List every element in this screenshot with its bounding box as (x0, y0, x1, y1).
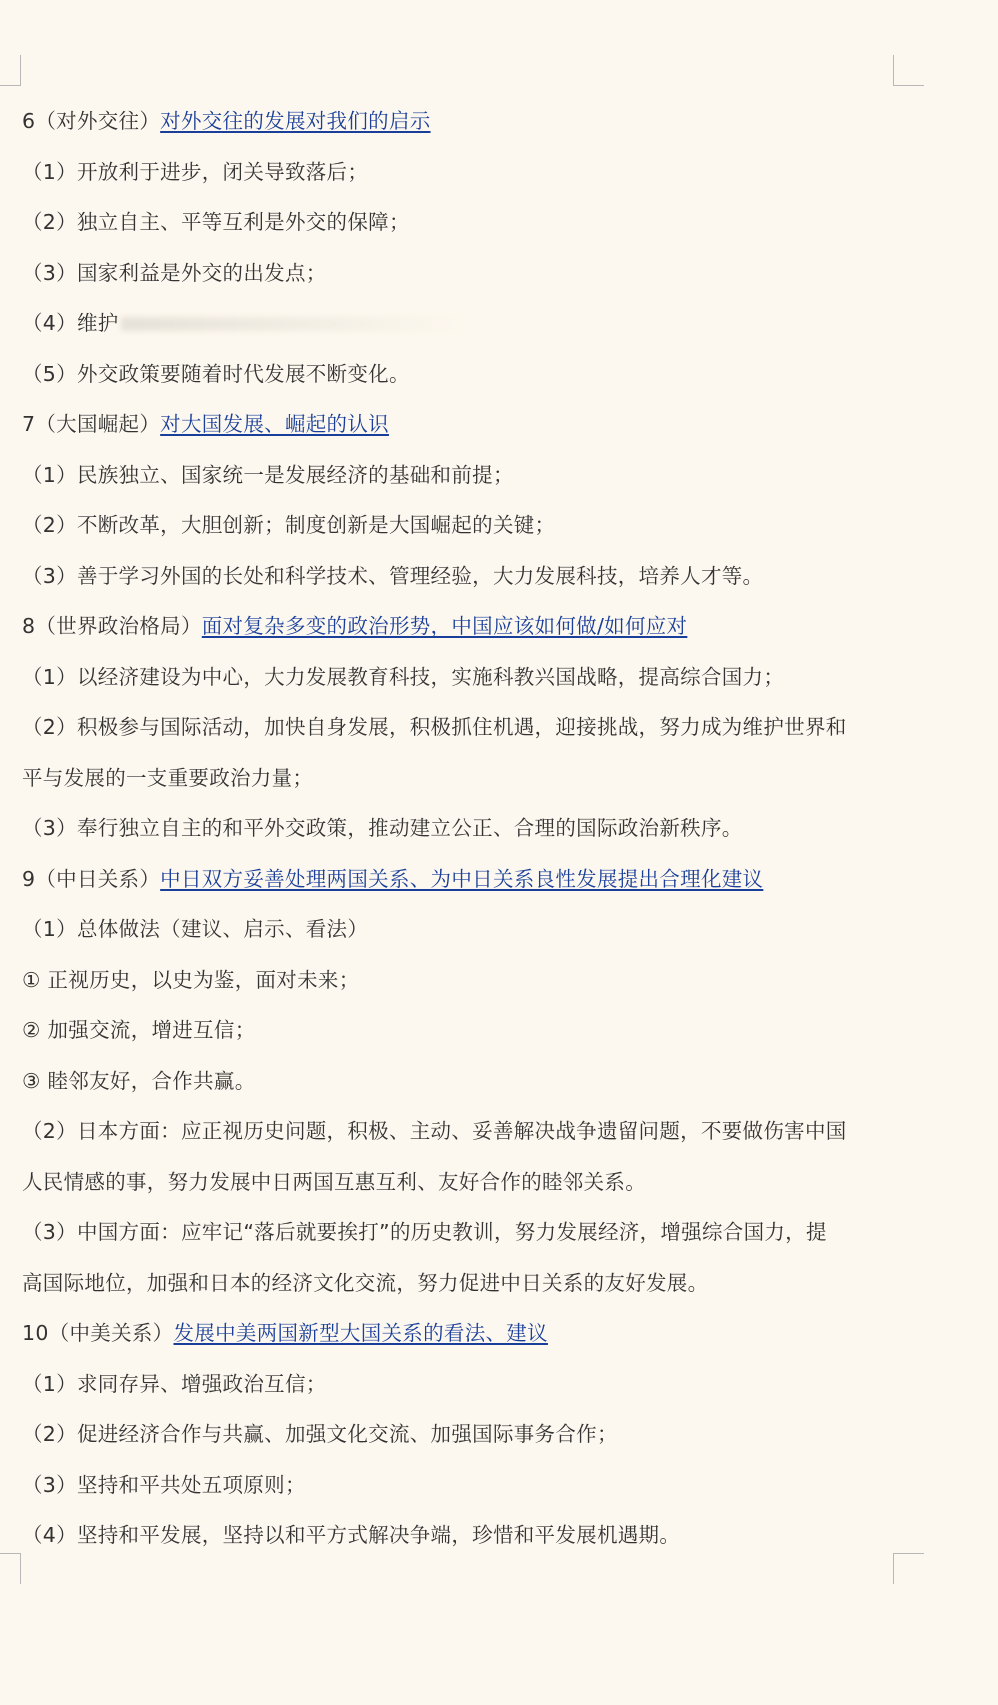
list-item: （1）总体做法（建议、启示、看法） (22, 917, 369, 941)
list-item: （1）求同存异、增强政治互信； (22, 1371, 327, 1396)
document-body (22, 96, 902, 1561)
section-category: （中日关系） (35, 866, 161, 891)
section-category: （中美关系） (48, 1321, 174, 1345)
list-item: ① 正视历史，以史为鉴，面对未来； (22, 967, 360, 992)
section-number: 7 (22, 412, 36, 436)
list-item: （5）外交政策要随着时代发展不断变化。 (22, 361, 410, 386)
crop-mark-bottom-left (0, 1553, 21, 1584)
list-item: （2）日本方面：应正视历史问题，积极、主动、妥善解决战争遗留问题，不要做伤害中国 (22, 1119, 847, 1143)
list-item: 高国际地位，加强和日本的经济文化交流，努力促进中日关系的友好发展。 (22, 1270, 709, 1295)
list-item: （3）奉行独立自主的和平外交政策，推动建立公正、合理的国际政治新秩序。 (22, 816, 743, 840)
section-heading (22, 399, 902, 450)
section-title-link[interactable]: 中日双方妥善处理两国关系、为中日关系良性发展提出合理化建议 (160, 866, 764, 891)
list-item: （2）不断改革，大胆创新；制度创新是大国崛起的关键； (22, 513, 556, 537)
section-number: 8 (22, 614, 36, 638)
section-title-link[interactable]: 对大国发展、崛起的认识 (160, 412, 389, 436)
blurred-text (121, 317, 461, 331)
section-number: 6 (22, 109, 36, 133)
list-item (22, 298, 902, 349)
list-item: （2）积极参与国际活动，加快自身发展，积极抓住机遇，迎接挑战，努力成为维护世界和 (22, 715, 847, 739)
list-item: （2）独立自主、平等互利是外交的保障； (22, 210, 410, 234)
list-item: 平与发展的一支重要政治力量； (22, 765, 314, 790)
section-title-link[interactable]: 对外交往的发展对我们的启示 (160, 109, 431, 133)
section-heading (22, 854, 902, 905)
section-title-link[interactable]: 发展中美两国新型大国关系的看法、建议 (173, 1321, 548, 1345)
list-item: ② 加强交流，增进互信； (22, 1018, 256, 1042)
list-item: （3）坚持和平共处五项原则； (22, 1472, 306, 1497)
list-item: （1）以经济建设为中心，大力发展教育科技，实施科教兴国战略，提高综合国力； (22, 664, 785, 689)
list-item: （3）国家利益是外交的出发点； (22, 260, 327, 285)
list-item: 人民情感的事，努力发展中日两国互惠互利、友好合作的睦邻关系。 (22, 1169, 646, 1194)
section-category: （对外交往） (35, 109, 161, 133)
list-item: ③ 睦邻友好，合作共赢。 (22, 1068, 256, 1093)
section-number: 10 (22, 1321, 49, 1345)
crop-mark-top-right (893, 55, 924, 86)
section-category: （世界政治格局） (35, 614, 202, 638)
list-item: （3）善于学习外国的长处和科学技术、管理经验，大力发展科技，培养人才等。 (22, 563, 764, 588)
list-item: （4）坚持和平发展，坚持以和平方式解决争端，珍惜和平发展机遇期。 (22, 1523, 681, 1547)
section-heading (22, 96, 902, 147)
list-item: （1）开放利于进步，闭关导致落后； (22, 159, 369, 184)
section-number: 9 (22, 866, 36, 891)
section-category: （大国崛起） (35, 412, 161, 436)
section-heading (22, 1308, 902, 1359)
list-item: （2）促进经济合作与共赢、加强文化交流、加强国际事务合作； (22, 1422, 618, 1446)
section-title-link[interactable]: 面对复杂多变的政治形势，中国应该如何做/如何应对 (201, 614, 688, 638)
list-item: （3）中国方面：应牢记“落后就要挨打”的历史教训，努力发展经济，增强综合国力，提 (22, 1220, 827, 1244)
crop-mark-top-left (0, 55, 21, 86)
section-heading (22, 601, 902, 652)
list-item-text: （4）维护 (22, 311, 119, 335)
list-item: （1）民族独立、国家统一是发展经济的基础和前提； (22, 462, 514, 487)
